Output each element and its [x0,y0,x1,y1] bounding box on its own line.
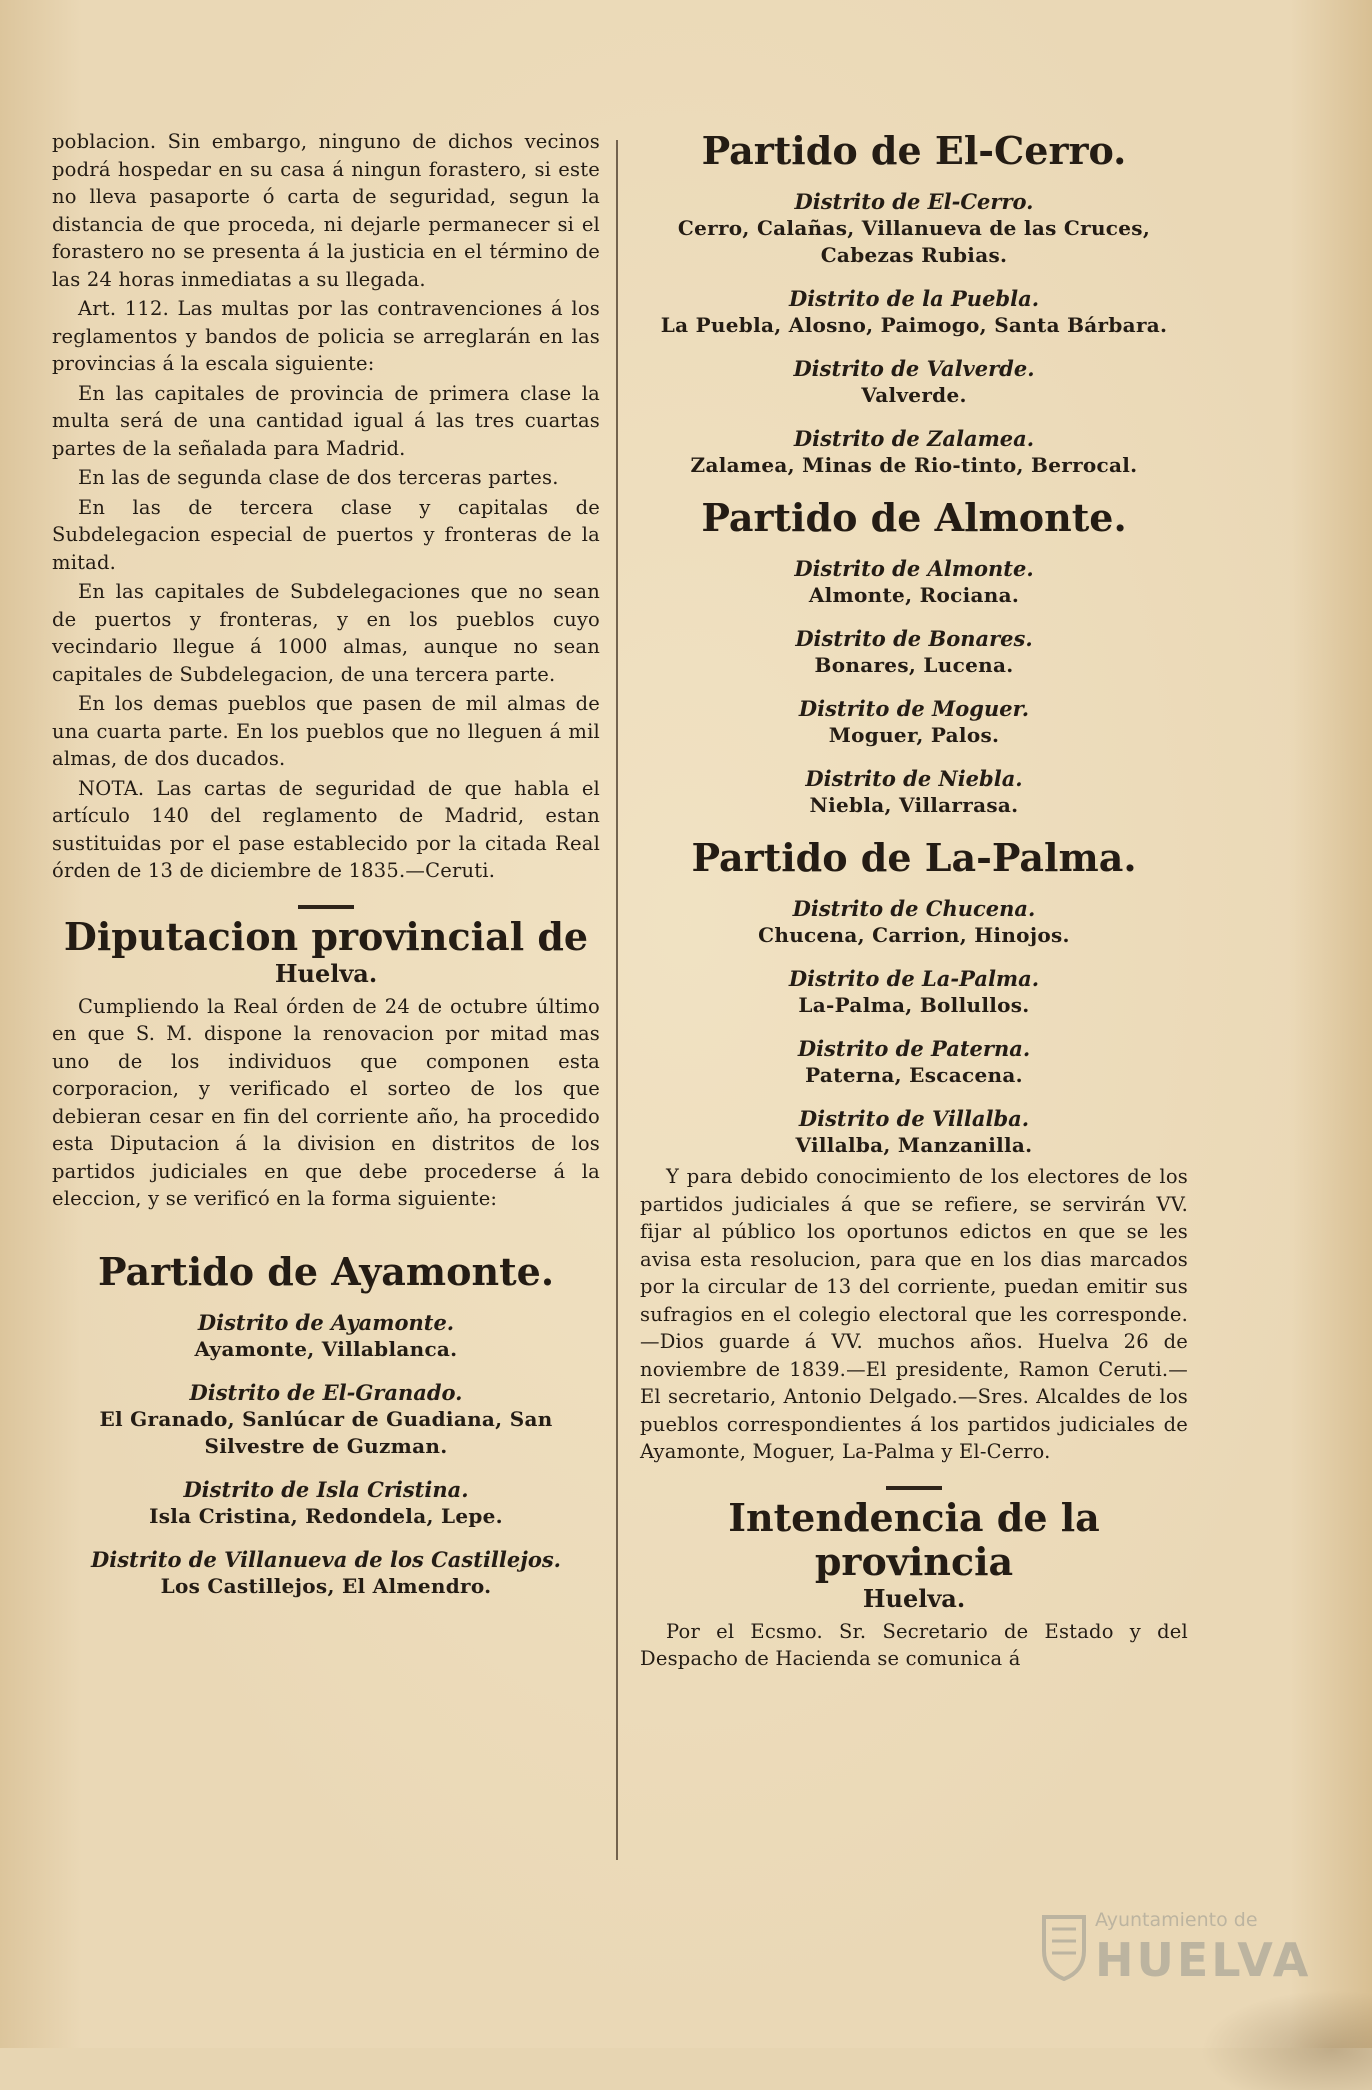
distrito-el-granado [52,1379,600,1460]
distrito-paterna [640,1035,1188,1089]
distrito-moguer [640,695,1188,749]
crest-icon [1040,1911,1088,1981]
distrito-villanueva-castillejos [52,1546,600,1600]
distrito-towns: Chucena, Carrion, Hinojos. [758,923,1070,947]
distrito-name: Distrito de El-Granado. [189,1379,463,1405]
distrito-towns: Paterna, Escacena. [805,1063,1023,1087]
distrito-towns: Bonares, Lucena. [814,653,1014,677]
distrito-name: Distrito de Villanueva de los Castillejos. [91,1546,561,1572]
distrito-towns: El Granado, Sanlúcar de Guadiana, San Silvestre de Guzman. [99,1406,553,1458]
right-column [640,128,1188,1675]
distrito-towns: Niebla, Villarrasa. [809,793,1019,817]
paragraph-demas-pueblos: En los demas pueblos que pasen de mil almas de una cuarta parte. En los pueblos que no lleguen á mil almas, de dos ducados. [52,692,600,770]
distrito-name: Distrito de Valverde. [793,356,1035,381]
closing-paragraph: Y para debido conocimiento de los electores de los partidos judiciales á que se refiere, se servirán VV. fijar al público los oportunos edictos en que se les avisa esta resolucion, para que en los dias marcados por la circular de 13 del corriente, puedan emitir sus sufragios en el colegio electoral que les corresponde.—Dios guarde á VV. muchos años. Huelva 26 de noviembre de 1839.—El presidente, Ramon Ceruti.—El secretario, Antonio Delgado.—Sres. Alcaldes de los pueblos correspondientes á los partidos judiciales de Ayamonte, Moguer, La-Palma y El-Cerro. [640,1165,1188,1463]
paragraph-poblacion: poblacion. Sin embargo, ninguno de dichos vecinos podrá hospedar en su casa á ningun forastero, si este no lleva pasaporte ó carta de seguridad, segun la distancia de que proceda, ni dejarle permanecer si el forastero no se presenta á la justicia en el término de las 24 horas inmediatas a su llegada. [52,130,600,291]
distrito-bonares [640,625,1188,679]
distrito-zalamea [640,425,1188,479]
distrito-name: Distrito de Zalamea. [793,426,1035,451]
distrito-chucena [640,895,1188,949]
distrito-name: Distrito de Isla Cristina. [183,1476,469,1502]
distrito-name: Distrito de Villalba. [798,1106,1030,1131]
distrito-towns: Cerro, Calañas, Villanueva de las Cruces, Cabezas Rubias. [677,216,1151,267]
distrito-almonte [640,555,1188,609]
paragraph-nota: NOTA. Las cartas de seguridad de que habla el artículo 140 del reglamento de Madrid, estan sustituidas por el pase establecido por la citada Real órden de 13 de diciembre de 1835.—Ceruti. [52,776,600,882]
distrito-el-cerro [640,188,1188,269]
intendencia-text: Por el Ecsmo. Sr. Secretario de Estado y del Despacho de Hacienda se comunica á [640,1619,1188,1670]
paragraph-subdelegaciones: En las capitales de Subdelegaciones que no sean de puertos y fronteras, y en los pueblos cuyo vecindario llegue á 1000 almas, aunque no sean capitales de Subdelegacion, de una tercera parte. [52,580,600,686]
distrito-towns: Zalamea, Minas de Rio-tinto, Berrocal. [690,453,1138,477]
diputacion-text: Cumpliendo la Real órden de 24 de octubre último en que S. M. dispone la renovacion por mitad mas uno de los individuos que componen esta corporacion, y verificado el sorteo de los que debieran cesar en fin del corriente año, ha procedido esta Diputacion á la division en distritos de los partidos judiciales en que debe procederse á la eleccion, y se verificó en la forma siguiente: [52,994,600,1210]
distrito-isla-cristina [52,1476,600,1530]
distrito-towns: Ayamonte, Villablanca. [194,1336,458,1361]
distrito-name: Distrito de Ayamonte. [197,1309,455,1335]
column-rule [616,140,618,1860]
distrito-towns: Los Castillejos, El Almendro. [160,1573,492,1598]
distrito-name: Distrito de Moguer. [798,696,1030,721]
paragraph-art-112: Art. 112. Las multas por las contravenciones á los reglamentos y bandos de policia se arreglarán en las provincias á la escala siguiente: [52,297,600,375]
diputacion-subheading: Huelva. [274,958,378,988]
partido-almonte-heading: Partido de Almonte. [701,495,1127,540]
distrito-towns: Moguer, Palos. [828,723,1000,747]
distrito-niebla [640,765,1188,819]
distrito-name: Distrito de Chucena. [792,896,1036,921]
distrito-name: Distrito de Almonte. [794,556,1034,581]
paragraph-segunda-clase: En las de segunda clase de dos terceras partes. [78,466,559,489]
partido-cerro-heading: Partido de El-Cerro. [701,128,1127,173]
distrito-villalba [640,1105,1188,1159]
distrito-name: Distrito de Paterna. [797,1036,1031,1061]
distrito-name: Distrito de la Puebla. [788,286,1040,311]
intendencia-subheading: Huelva. [862,1583,966,1613]
section-divider [886,1486,942,1490]
partido-la-palma-heading: Partido de La-Palma. [691,835,1137,880]
paper-stain [1200,1990,1372,2090]
distrito-towns: Villalba, Manzanilla. [795,1133,1033,1157]
distrito-name: Distrito de Niebla. [805,766,1023,791]
distrito-towns: Almonte, Rociana. [808,583,1020,607]
distrito-towns: Valverde. [861,383,967,407]
left-column [52,128,600,1616]
distrito-towns: La Puebla, Alosno, Paimogo, Santa Bárbara. [660,313,1168,337]
distrito-la-palma [640,965,1188,1019]
distrito-towns: Isla Cristina, Redondela, Lepe. [149,1503,503,1528]
distrito-valverde [640,355,1188,409]
paragraph-primera-clase: En las capitales de provincia de primera clase la multa será de una cantidad igual á las tres cuartas partes de la señalada para Madrid. [52,381,600,460]
distrito-name: Distrito de La-Palma. [788,966,1040,991]
distrito-name: Distrito de Bonares. [795,626,1033,651]
distrito-name: Distrito de El-Cerro. [794,189,1034,214]
diputacion-heading: Diputacion provincial de [63,913,589,959]
watermark-line2: HUELVA [1095,1933,1312,1987]
distrito-la-puebla [640,285,1188,339]
section-divider [298,905,354,909]
partido-ayamonte-heading: Partido de Ayamonte. [97,1248,555,1294]
intendencia-heading: Intendencia de la provincia [728,1494,1100,1584]
distrito-ayamonte [52,1309,600,1363]
watermark-line1: Ayuntamiento de [1095,1909,1258,1931]
distrito-towns: La-Palma, Bollullos. [798,993,1030,1017]
paragraph-tercera-clase: En las de tercera clase y capitalas de Subdelegacion especial de puertos y fronteras de la mitad. [52,495,600,574]
